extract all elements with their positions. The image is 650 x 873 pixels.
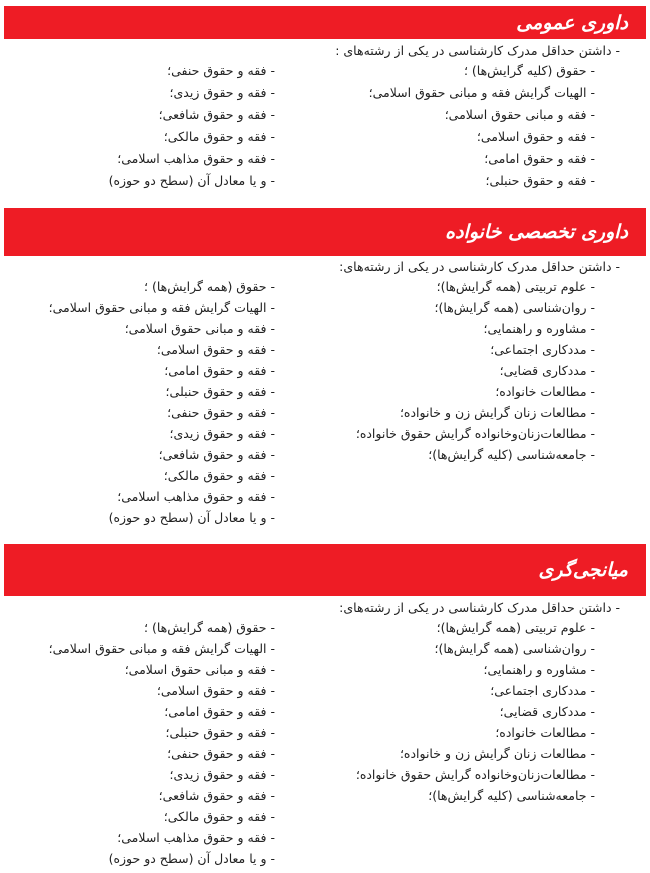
section-title: داوری عمومی: [516, 11, 628, 34]
list-item: - مطالعات خانواده؛: [495, 725, 595, 740]
list-item: - فقه و حقوق شافعی؛: [158, 447, 275, 462]
list-item: - فقه و حقوق زیدی؛: [169, 85, 275, 100]
section-intro: - داشتن حداقل مدرک کارشناسی در یکی از رشته‌های :: [335, 43, 620, 58]
list-item: - فقه و حقوق حنبلی؛: [485, 173, 595, 188]
list-item: - مددکاری اجتماعی؛: [490, 342, 595, 357]
list-item: - فقه و حقوق امامی؛: [484, 151, 595, 166]
section-intro: - داشتن حداقل مدرک کارشناسی در یکی از رشته‌های:: [339, 259, 620, 274]
list-item: - مشاوره و راهنمایی؛: [483, 321, 595, 336]
list-item: - فقه و حقوق حنبلی؛: [165, 725, 275, 740]
list-item: - مددکاری قضایی؛: [499, 704, 595, 719]
list-item: - فقه و حقوق شافعی؛: [158, 107, 275, 122]
list-item: - حقوق (همه گرایش‌ها) ؛: [144, 279, 275, 294]
list-item: - فقه و حقوق حنبلی؛: [165, 384, 275, 399]
list-item: - فقه و حقوق اسلامی؛: [476, 129, 595, 144]
list-item: - حقوق (کلیه گرایش‌ها) ؛: [463, 63, 595, 78]
list-item: - و یا معادل آن (سطح دو حوزه): [108, 173, 275, 188]
list-item: - جامعه‌شناسی (کلیه گرایش‌ها)؛: [428, 447, 595, 462]
section-header-family-arbitration: [4, 208, 646, 256]
list-item: - روان‌شناسی (همه گرایش‌ها)؛: [434, 641, 595, 656]
list-item: - فقه و حقوق مذاهب اسلامی؛: [117, 151, 275, 166]
list-item: - حقوق (همه گرایش‌ها) ؛: [144, 620, 275, 635]
list-item: - مشاوره و راهنمایی؛: [483, 662, 595, 677]
list-item: - فقه و حقوق حنفی؛: [167, 63, 275, 78]
list-item: - فقه و حقوق مذاهب اسلامی؛: [117, 489, 275, 504]
list-item: - فقه و حقوق امامی؛: [164, 363, 275, 378]
list-item: - فقه و حقوق مالکی؛: [163, 468, 275, 483]
list-item: - فقه و مبانی حقوق اسلامی؛: [124, 662, 275, 677]
section-intro: - داشتن حداقل مدرک کارشناسی در یکی از رشته‌های:: [339, 600, 620, 615]
list-item: - فقه و حقوق شافعی؛: [158, 788, 275, 803]
list-item: - علوم تربیتی (همه گرایش‌ها)؛: [436, 279, 595, 294]
list-item: - و یا معادل آن (سطح دو حوزه): [108, 510, 275, 525]
list-item: - مطالعات‌زنان‌وخانواده گرایش حقوق خانواده؛: [355, 767, 595, 782]
list-item: - فقه و حقوق اسلامی؛: [156, 342, 275, 357]
list-item: - الهیات گرایش فقه و مبانی حقوق اسلامی؛: [48, 300, 275, 315]
list-item: - جامعه‌شناسی (کلیه گرایش‌ها)؛: [428, 788, 595, 803]
list-item: - مددکاری قضایی؛: [499, 363, 595, 378]
list-item: - مطالعات‌زنان‌وخانواده گرایش حقوق خانواده؛: [355, 426, 595, 441]
list-item: - فقه و حقوق زیدی؛: [169, 426, 275, 441]
list-item: - فقه و حقوق اسلامی؛: [156, 683, 275, 698]
list-item: - فقه و حقوق مذاهب اسلامی؛: [117, 830, 275, 845]
list-item: - مددکاری اجتماعی؛: [490, 683, 595, 698]
list-item: - فقه و حقوق مالکی؛: [163, 809, 275, 824]
section-title: میانجی‌گری: [538, 559, 628, 581]
list-item: - فقه و حقوق حنفی؛: [167, 746, 275, 761]
list-item: - فقه و مبانی حقوق اسلامی؛: [444, 107, 595, 122]
section-title: داوری تخصصی خانواده: [445, 221, 628, 243]
list-item: - فقه و مبانی حقوق اسلامی؛: [124, 321, 275, 336]
list-item: - مطالعات زنان گرایش زن و خانواده؛: [399, 405, 595, 420]
section-header-general-arbitration: [4, 6, 646, 39]
list-item: - علوم تربیتی (همه گرایش‌ها)؛: [436, 620, 595, 635]
list-item: - روان‌شناسی (همه گرایش‌ها)؛: [434, 300, 595, 315]
list-item: - الهیات گرایش فقه و مبانی حقوق اسلامی؛: [48, 641, 275, 656]
section-header-mediation: [4, 544, 646, 596]
list-item: - فقه و حقوق زیدی؛: [169, 767, 275, 782]
list-item: - فقه و حقوق حنفی؛: [167, 405, 275, 420]
list-item: - فقه و حقوق مالکی؛: [163, 129, 275, 144]
list-item: - الهیات گرایش فقه و مبانی حقوق اسلامی؛: [368, 85, 595, 100]
list-item: - مطالعات خانواده؛: [495, 384, 595, 399]
list-item: - و یا معادل آن (سطح دو حوزه): [108, 851, 275, 866]
list-item: - مطالعات زنان گرایش زن و خانواده؛: [399, 746, 595, 761]
list-item: - فقه و حقوق امامی؛: [164, 704, 275, 719]
